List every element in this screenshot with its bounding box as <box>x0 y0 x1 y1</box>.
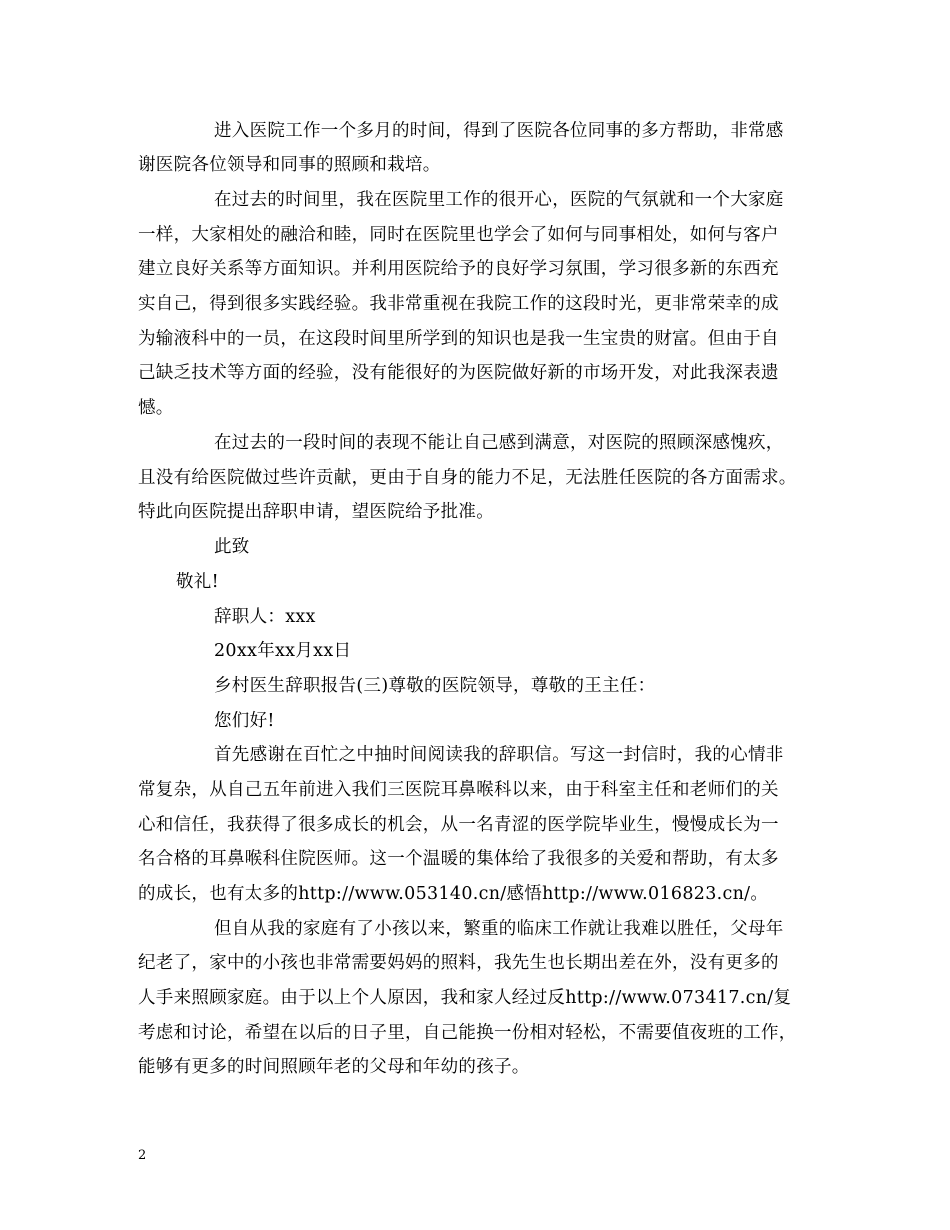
paragraph-3-line-1: 在过去的一段时间的表现不能让自己感到满意，对医院的照顾深感愧疚， <box>214 433 784 453</box>
paragraph-2-line-1: 在过去的时间里，我在医院里工作的很开心，医院的气氛就和一个大家庭 <box>214 190 784 210</box>
greeting: 您们好! <box>214 711 275 731</box>
paragraph-4-line-4: 名合格的耳鼻喉科住院医师。这一个温暖的集体给了我很多的关爱和帮助，有太多 <box>138 849 779 869</box>
paragraph-5-line-1: 但自从我的家庭有了小孩以来，繁重的临床工作就让我难以胜任，父母年 <box>214 919 784 939</box>
paragraph-1-line-2: 谢医院各位领导和同事的照顾和栽培。 <box>138 155 441 175</box>
paragraph-4-line-5: 的成长，也有太多的http://www.053140.cn/感悟http://www.016823.cn/。 <box>138 884 769 904</box>
paragraph-2-line-2: 一样，大家相处的融洽和睦，同时在医院里也学会了如何与同事相处，如何与客户 <box>138 225 779 245</box>
paragraph-1-line-1: 进入医院工作一个多月的时间，得到了医院各位同事的多方帮助，非常感 <box>214 121 784 141</box>
paragraph-2-line-3: 建立良好关系等方面知识。并利用医院给予的良好学习氛围，学习很多新的东西充 <box>138 259 779 279</box>
closing-jing-li: 敬礼! <box>176 572 219 592</box>
signature-name: 辞职人：xxx <box>214 607 316 627</box>
paragraph-2-line-6: 己缺乏技术等方面的经验，没有能很好的为医院做好新的市场开发，对此我深表遗 <box>138 363 779 383</box>
paragraph-5-line-4: 考虑和讨论，希望在以后的日子里，自己能换一份相对轻松，不需要值夜班的工作， <box>138 1023 797 1043</box>
paragraph-2-line-5: 为输液科中的一员，在这段时间里所学到的知识也是我一生宝贵的财富。但由于自 <box>138 329 779 349</box>
paragraph-5-line-2: 纪老了，家中的小孩也非常需要妈妈的照料，我先生也长期出差在外，没有更多的 <box>138 953 779 973</box>
paragraph-4-line-2: 常复杂，从自己五年前进入我们三医院耳鼻喉科以来，由于科室主任和老师们的关 <box>138 780 779 800</box>
paragraph-2-line-7: 憾。 <box>138 398 174 418</box>
closing-ci-zhi: 此致 <box>214 537 250 557</box>
paragraph-5-line-3: 人手来照顾家庭。由于以上个人原因，我和家人经过反http://www.073417.cn/复 <box>138 988 792 1008</box>
paragraph-4-line-3: 心和信任，我获得了很多成长的机会，从一名青涩的医学院毕业生，慢慢成长为一 <box>138 815 779 835</box>
section-heading: 乡村医生辞职报告(三)尊敬的医院领导，尊敬的王主任： <box>214 676 656 696</box>
paragraph-4-line-1: 首先感谢在百忙之中抽时间阅读我的辞职信。写这一封信时，我的心情非 <box>214 745 784 765</box>
signature-date: 20xx年xx月xx日 <box>214 641 352 661</box>
paragraph-3-line-2: 且没有给医院做过些许贡献，更由于自身的能力不足，无法胜任医院的各方面需求。 <box>138 468 797 488</box>
paragraph-5-line-5: 能够有更多的时间照顾年老的父母和年幼的孩子。 <box>138 1057 530 1077</box>
paragraph-3-line-3: 特此向医院提出辞职申请，望医院给予批准。 <box>138 502 494 522</box>
page-number: 2 <box>138 1148 147 1163</box>
paragraph-2-line-4: 实自己，得到很多实践经验。我非常重视在我院工作的这段时光，更非常荣幸的成 <box>138 294 779 314</box>
